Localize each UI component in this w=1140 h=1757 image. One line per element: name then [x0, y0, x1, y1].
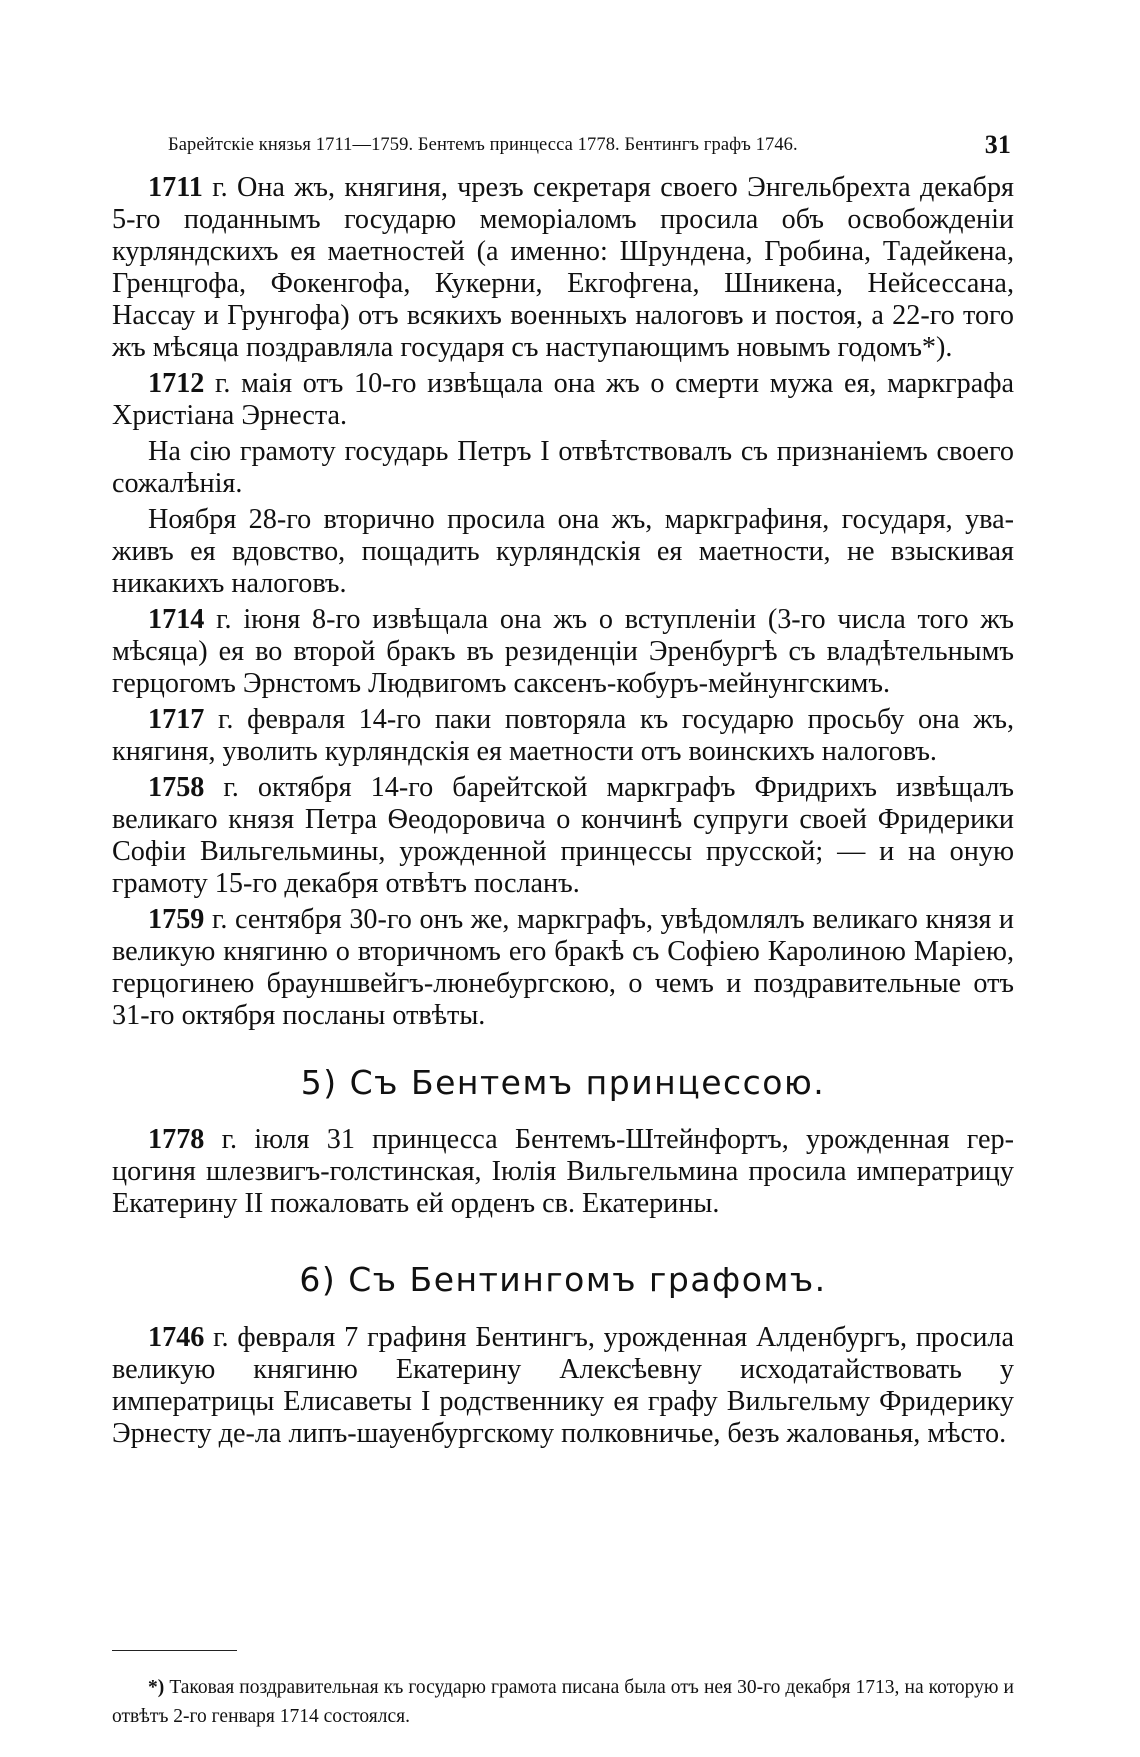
- entry-november: [112, 504, 1014, 600]
- section-heading-benting: 6) Съ Бентингомъ графомъ.: [299, 1260, 827, 1299]
- entry-reply: [112, 436, 1014, 500]
- entry-1759: [112, 904, 1014, 1032]
- entry-year: 1711: [148, 172, 203, 203]
- footnote-divider: [112, 1650, 237, 1651]
- entry-1712: [112, 368, 1014, 432]
- section-text-bentem: [112, 1124, 1014, 1224]
- entry-text: г. февраля 14-го паки повторяла къ государю просьбу она жъ, княгиня, уволить курляндскія ея маетности отъ воинскихъ налоговъ.: [112, 704, 1014, 767]
- entry-year: 1712: [148, 368, 205, 399]
- entry-text: Ноября 28-го вторично просила она жъ, маркграфиня, государя, уваживъ ея вдовство, пощадить курляндскія ея маетности, не взыскивая никакихъ налоговъ.: [112, 504, 1014, 599]
- main-text: [112, 172, 1014, 1036]
- entry-year: 1759: [148, 904, 205, 935]
- entry-year: 1746: [148, 1322, 205, 1353]
- footnote-mark: *): [148, 1677, 165, 1698]
- entry-text: г. іюля 31 принцесса Бентемъ-Штейнфортъ, урожденная герцогиня шлезвигъ-голстинская, Іюлія Вильгельмина просила императрицу Екатерину II пожаловать ей орденъ св. Екатерины.: [112, 1124, 1014, 1219]
- entry-1714: [112, 604, 1014, 700]
- running-head-title: Барейтскіе князья 1711—1759. Бентемъ принцесса 1778. Бентингъ графъ 1746.: [168, 135, 798, 155]
- footnote-text: Таковая поздравительная къ государю грамота писана была отъ нея 30-го декабря 1713, на которую и отвѣтъ 2-го генваря 1714 состоялся.: [112, 1677, 1014, 1727]
- page-number: 31: [984, 130, 1011, 159]
- entry-1717: [112, 704, 1014, 768]
- entry-1711: [112, 172, 1014, 364]
- running-head: [168, 130, 1023, 160]
- entry-text: г. октября 14-го барейтской маркграфъ Фридрихъ извѣщалъ великаго князя Петра Ѳеодоровича о кончинѣ супруги своей Фридерики Софіи Вильгельмины, урожденной принцессы прусской; — и на оную грамоту 15-го декабря отвѣтъ посланъ.: [112, 772, 1014, 899]
- entry-text: На сію грамоту государь Петръ I отвѣтствовалъ съ признаніемъ своего сожалѣнія.: [112, 436, 1014, 499]
- entry-1746: [112, 1322, 1014, 1450]
- entry-year: 1717: [148, 704, 205, 735]
- entry-text: г. февраля 7 графиня Бентингъ, урожденная Алденбургъ, просила великую княгиню Екатерину Алексѣевну исходатайствовать у императрицы Елисаветы I родственнику ея графу Вильгельму Фридерику Эрнесту де-ла липъ-шауенбургскому полковничье, безъ жалованья, мѣсто.: [112, 1322, 1014, 1449]
- entry-text: г. маія отъ 10-го извѣщала она жъ о смерти мужа ея, маркграфа Христіана Эрнеста.: [112, 368, 1014, 431]
- section-heading-bentem: 5) Съ Бентемъ принцессою.: [300, 1063, 826, 1102]
- entry-1778: [112, 1124, 1014, 1220]
- entry-1758: [112, 772, 1014, 900]
- entry-text: г. Она жъ, княгиня, чрезъ секретаря своего Энгельбрехта декабря 5-го поданнымъ государю меморіаломъ просила объ освобожденіи курляндскихъ ея маетностей (а именно: Шрундена, Гробина, Тадейкена, Гренцгофа, Фокенгофа, Кукерни, Екгофгена, Шникена, Нейсессана, Нассау и Грунгофа) отъ всякихъ военныхъ налоговъ и постоя, а 22-го того жъ мѣсяца поздравляла государя съ наступающимъ новымъ годомъ*).: [112, 172, 1014, 363]
- entry-year: 1714: [148, 604, 205, 635]
- footnote: [112, 1673, 1014, 1731]
- section-text-benting: [112, 1322, 1014, 1454]
- entry-text: г. сентября 30-го онъ же, маркграфъ, увѣдомлялъ великаго князя и великую княгиню о вторичномъ его бракѣ съ Софіею Каролиною Маріею, герцогинею брауншвейгъ-люнебургскою, о чемъ и поздравительные отъ 31-го октября посланы отвѣты.: [112, 904, 1014, 1031]
- entry-year: 1778: [148, 1124, 205, 1155]
- entry-year: 1758: [148, 772, 205, 803]
- entry-text: г. іюня 8-го извѣщала она жъ о вступленіи (3-го числа того жъ мѣсяца) ея во второй бракъ въ резиденціи Эренбургѣ съ владѣтельнымъ герцогомъ Эрнстомъ Людвигомъ саксенъ-кобуръ-мейнунгскимъ.: [112, 604, 1014, 699]
